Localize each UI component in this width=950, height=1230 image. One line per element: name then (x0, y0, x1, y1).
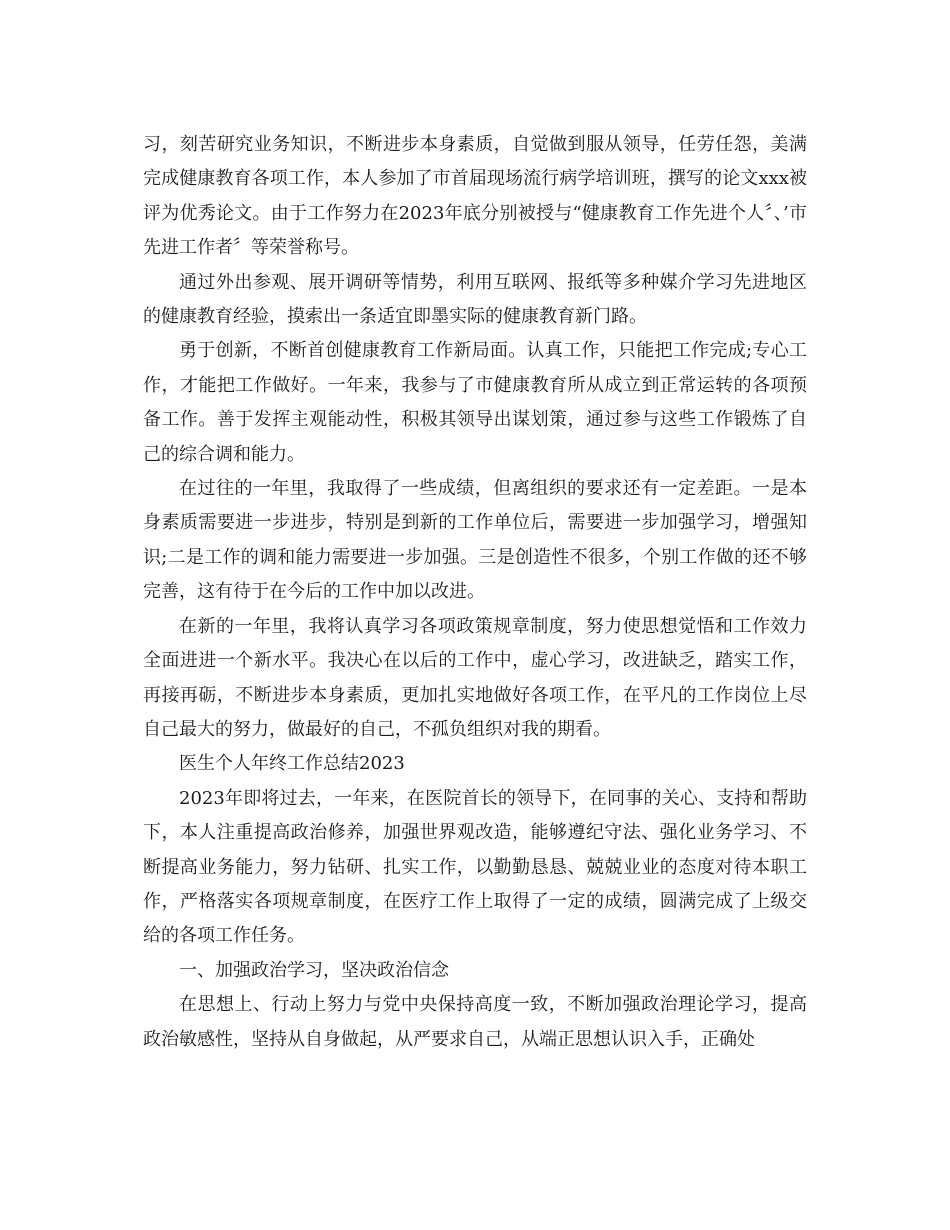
document-body (143, 128, 807, 1057)
paragraph-new-year-plan: 在新的一年里，我将认真学习各项政策规章制度，努力使思想觉悟和工作效力全面进进一个新水平。我决心在以后的工作中，虚心学习，改进缺乏，踏实工作，再接再砺，不断进步本身素质，更加扎实地做好各项工作，在平凡的工作岗位上尽自己最大的努力，做最好的自己，不孤负组织对我的期看。 (143, 615, 807, 740)
paragraph-political-study: 在思想上、行动上努力与党中央保持高度一致，不断加强政治理论学习，提高政治敏感性，坚持从自身做起，从严要求自己，从端正思想认识入手，正确处 (143, 994, 807, 1050)
paragraph-continuation: 习，刻苦研究业务知识，不断进步本身素质，自觉做到服从领导，任劳任怨，美满完成健康教育各项工作，本人参加了市首届现场流行病学培训班，撰写的论文xxx被评为优秀论文。由于工作努力在2023年底分别被授与“健康教育工作先进个人〞、’市先进工作者〞等荣誉称号。 (143, 134, 807, 259)
section-heading-politics: 一、加强政治学习，坚决政治信念 (179, 959, 449, 981)
section-title: 医生个人年终工作总结2023 (179, 753, 405, 775)
paragraph-year-summary: 2023年即将过去，一年来，在医院首长的领导下，在同事的关心、支持和帮助下，本人注重提高政治修养，加强世界观改造，能够遵纪守法、强化业务学习、不断提高业务能力，努力钻研、扎实工作，以勤勤恳恳、兢兢业业的态度对待本职工作，严格落实各项规章制度，在医疗工作上取得了一定的成绩，圆满完成了上级交给的各项工作任务。 (143, 787, 807, 947)
paragraph-shortcomings: 在过往的一年里，我取得了一些成绩，但离组织的要求还有一定差距。一是本身素质需要进一步进步，特别是到新的工作单位后，需要进一步加强学习，增强知识;二是工作的调和能力需要进一步加强。三是创造性不很多，个别工作做的还不够完善，这有待于在今后的工作中加以改进。 (143, 478, 807, 603)
paragraph-learning-methods: 通过外出参观、展开调研等情势，利用互联网、报纸等多种媒介学习先进地区的健康教育经验，摸索出一条适宜即墨实际的健康教育新门路。 (143, 271, 807, 328)
paragraph-innovation: 勇于创新，不断首创健康教育工作新局面。认真工作，只能把工作完成;专心工作，才能把工作做好。一年来，我参与了市健康教育所从成立到正常运转的各项预备工作。善于发挥主观能动性，积极其领导出谋划策，通过参与这些工作锻炼了自己的综合调和能力。 (143, 340, 807, 465)
